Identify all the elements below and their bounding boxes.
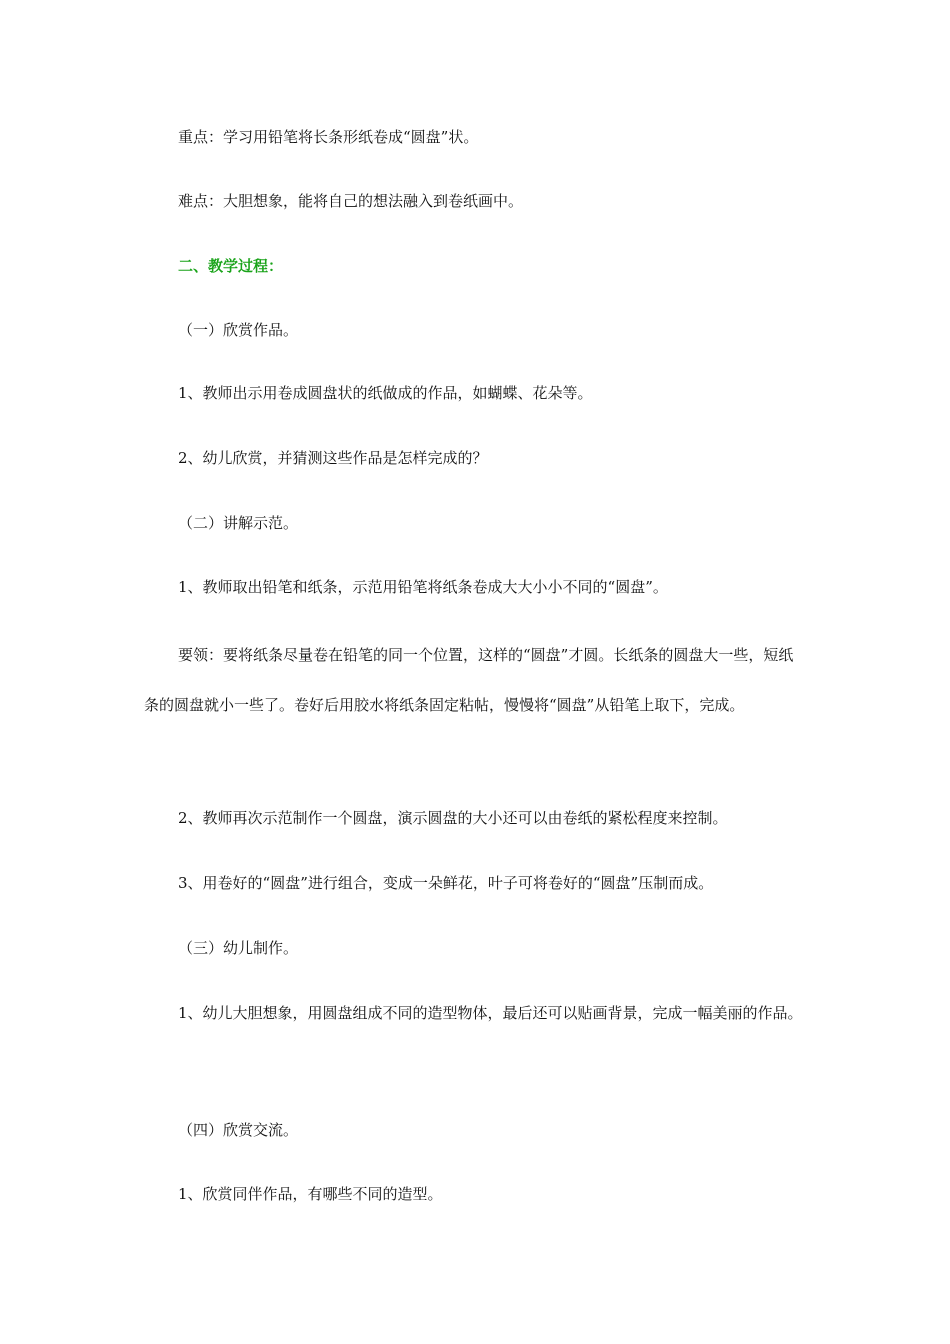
section-heading-teaching-process: 二、教学过程： <box>178 257 284 275</box>
essentials-paragraph: 要领：要将纸条尽量卷在铅笔的同一个位置，这样的“圆盘”才圆。长纸条的圆盘大一些，短纸条的圆盘就小一些了。卷好后用胶水将纸条固定粘帖，慢慢将“圆盘”从铅笔上取下，完成。 <box>144 646 794 714</box>
step-heading-appreciate: （一）欣赏作品。 <box>178 321 299 339</box>
step-heading-share: （四）欣赏交流。 <box>178 1121 299 1139</box>
make-1-paragraph: 1、幼儿大胆想象，用圆盘组成不同的造型物体，最后还可以贴画背景，完成一幅美丽的作品。 <box>178 1004 803 1022</box>
demo-2-paragraph: 2、教师再次示范制作一个圆盘，演示圆盘的大小还可以由卷纸的紧松程度来控制。 <box>178 809 728 827</box>
demo-3-paragraph: 3、用卷好的“圆盘”进行组合，变成一朵鲜花，叶子可将卷好的“圆盘”压制而成。 <box>178 874 714 892</box>
step-1-paragraph: 1、教师出示用卷成圆盘状的纸做成的作品，如蝴蝶、花朵等。 <box>178 384 593 402</box>
difficulty-paragraph: 难点：大胆想象，能将自己的想法融入到卷纸画中。 <box>178 192 524 210</box>
demo-1-paragraph: 1、教师取出铅笔和纸条，示范用铅笔将纸条卷成大大小小不同的“圆盘”。 <box>178 578 668 596</box>
key-point-paragraph: 重点：学习用铅笔将长条形纸卷成“圆盘”状。 <box>178 128 479 146</box>
step-heading-demonstrate: （二）讲解示范。 <box>178 514 299 532</box>
step-2-paragraph: 2、幼儿欣赏，并猜测这些作品是怎样完成的？ <box>178 449 488 467</box>
step-heading-make: （三）幼儿制作。 <box>178 939 299 957</box>
share-1-paragraph: 1、欣赏同伴作品，有哪些不同的造型。 <box>178 1185 443 1203</box>
